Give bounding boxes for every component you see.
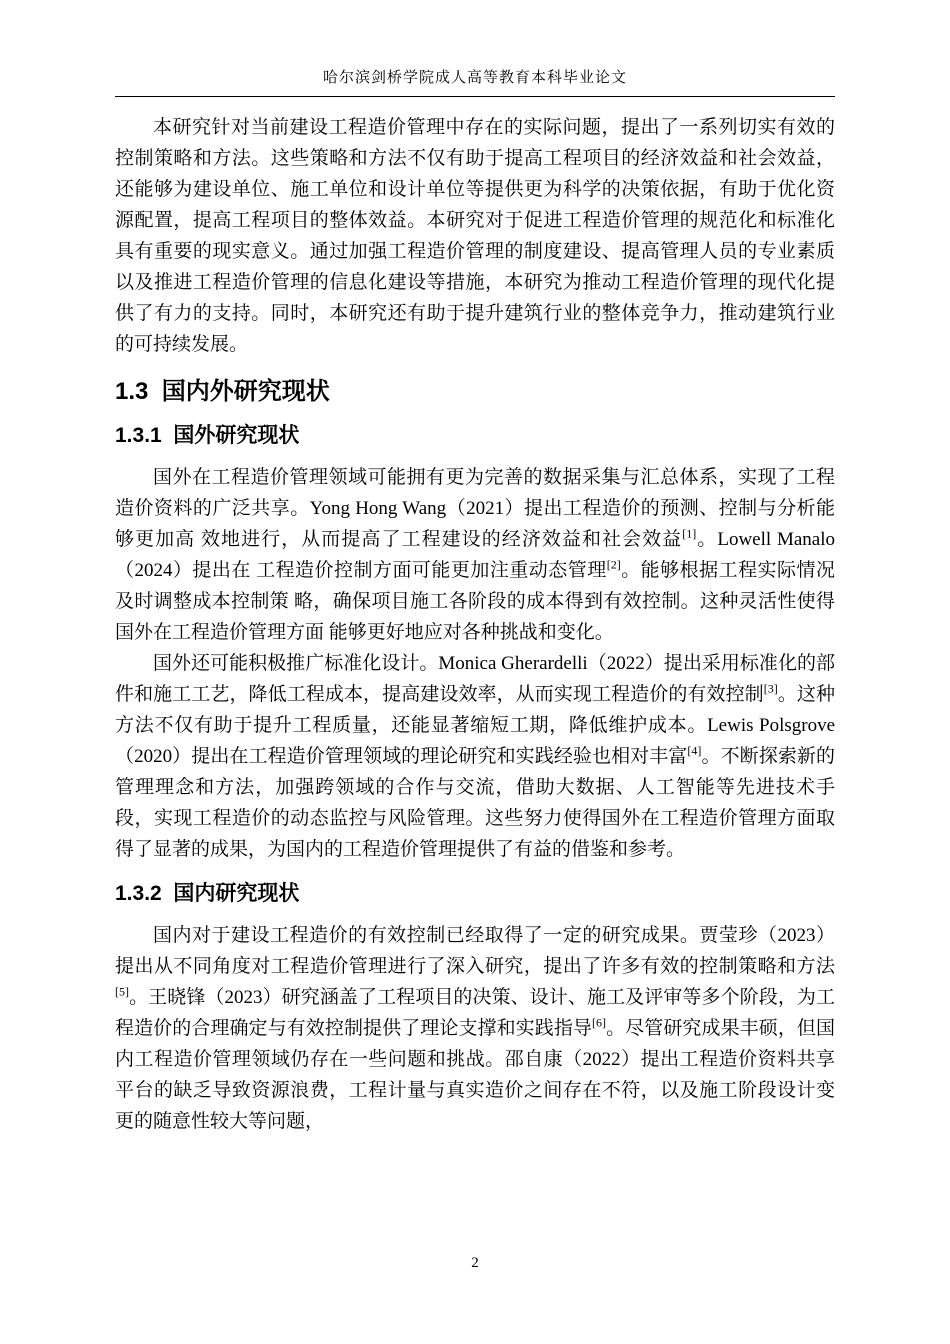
body-paragraph bbox=[115, 462, 835, 648]
subsection-heading: 1.3.2 国内研究现状 bbox=[115, 882, 300, 905]
text-run: 国内对于建设工程造价的有效控制已经取得了一定的研究成果。贾莹珍（2023）提出从不同角度对工程造价管理进行了深入研究，提出了许多有效的控制策略和方法 bbox=[115, 925, 835, 977]
header-title: 哈尔滨剑桥学院成人高等教育本科毕业论文 bbox=[322, 70, 627, 86]
text-run: 本研究针对当前建设工程造价管理中存在的实际问题，提出了一系列切实有效的控制策略和方法。这些策略和方法不仅有助于提高工程项目的经济效益和社会效益，还能够为建设单位、施工单位和设计单位等提供更为科学的决策依据，有助于优化资源配置，提高工程项目的整体效益。本研究对于促进工程造价管理的规范化和标准化具有重要的现实意义。通过加强工程造价管理的制度建设、提高管理人员的专业素质以及推进工程造价管理的信息化建设等措施，本研究为推动工程造价管理的现代化提供了有力的支持。同时，本研究还有助于提升建筑行业的整体竞争力，推动建筑行业的可持续发展。 bbox=[115, 117, 835, 355]
text-run: 。王晓锋（2023）研究涵盖了工程项目的决策、设计、施工及评审等多个阶段，为工程造价的合理确定与有效控制提供了理论支撑和实践指导 bbox=[115, 987, 835, 1039]
body-paragraph bbox=[115, 648, 835, 865]
text-run: 国外在工程造价管理领域可能拥有更为完善的数据采集与汇总体系，实现了工程造价资料的广泛共享。Yong Hong Wang（2021）提出工程造价的预测、控制与分析能够更加高 效地进行，从而提高了工程建设的经济效益和社会效益 bbox=[115, 467, 835, 550]
body-paragraph bbox=[115, 920, 835, 1137]
citation-reference: [4] bbox=[687, 743, 702, 758]
page-footer bbox=[0, 1255, 950, 1272]
text-run: 。尽管研究成果丰硕，但国内工程造价管理领域仍存在一些问题和挑战。邵自康（2022）提出工程造价资料共享平台的缺乏导致资源浪费，工程计量与真实造价之间存在不符，以及施工阶段设计变更的随意性较大等问题， bbox=[115, 1018, 835, 1132]
text-run: 。能够根据工程实际情况及时调整成本控制策 略，确保项目施工各阶段的成本得到有效控制。这种灵活性使得国外在工程造价管理方面 能够更好地应对各种挑战和变化。 bbox=[115, 560, 835, 643]
subsection-heading: 1.3.1 国外研究现状 bbox=[115, 424, 300, 447]
body-paragraph bbox=[115, 112, 835, 360]
citation-reference: [1] bbox=[682, 526, 697, 541]
citation-reference: [5] bbox=[115, 984, 129, 999]
citation-reference: [6] bbox=[592, 1015, 607, 1030]
section-heading: 1.3 国内外研究现状 bbox=[115, 378, 330, 405]
citation-reference: [2] bbox=[606, 557, 621, 572]
page-header bbox=[115, 66, 835, 97]
citation-reference: [3] bbox=[763, 681, 778, 696]
text-run: 。这种方法不仅有助于提升工程质量，还能显著缩短工期，降低维护成本。Lewis Polsgrove（2020）提出在工程造价管理领域的理论研究和实践经验也相对丰富 bbox=[115, 684, 835, 767]
document-body bbox=[115, 112, 835, 1137]
text-run: 。Lowell Manalo（2024）提出在 工程造价控制方面可能更加注重动态管理 bbox=[115, 529, 835, 581]
text-run: 。不断探索新的管理理念和方法，加强跨领域的合作与交流，借助大数据、人工智能等先进技术手段，实现工程造价的动态监控与风险管理。这些努力使得国外在工程造价管理方面取得了显著的成果，为国内的工程造价管理提供了有益的借鉴和参考。 bbox=[115, 746, 835, 860]
page-number: 2 bbox=[471, 1255, 479, 1271]
text-run: 国外还可能积极推广标准化设计。Monica Gherardelli（2022）提出采用标准化的部件和施工工艺，降低工程成本，提高建设效率，从而实现工程造价的有效控制 bbox=[115, 653, 835, 705]
